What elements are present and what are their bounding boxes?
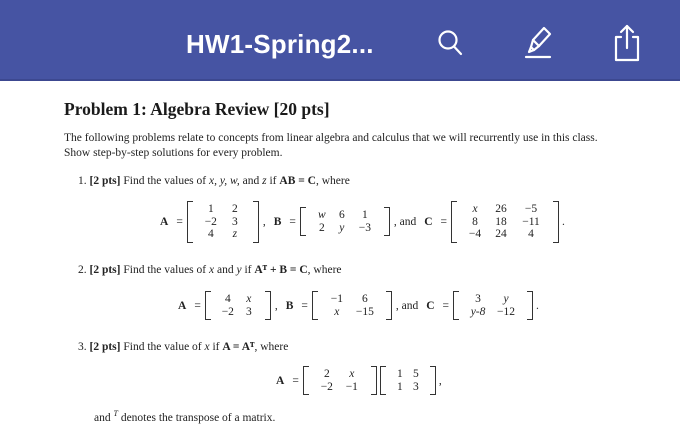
markup-highlighter-icon bbox=[522, 25, 556, 61]
problem-1-statement: 1. [2 pts] Find the values of x, y, w, and z if AB = C, where bbox=[78, 175, 350, 187]
problem-heading: Problem 1: Algebra Review [20 pts] bbox=[64, 99, 330, 119]
matrix-c: x 26 −5 8 18 −11 −4 24 4 bbox=[451, 201, 559, 243]
problem-3-statement: 3. [2 pts] Find the value of x if A = Aᵀ, where bbox=[78, 341, 289, 353]
share-button[interactable] bbox=[607, 22, 647, 64]
problem-2-statement: 2. [2 pts] Find the values of x and y if Aᵀ + B = C, where bbox=[78, 264, 342, 276]
share-icon bbox=[610, 23, 644, 63]
problem-2-matrices: A = 4 x −2 3 , B = −1 6 x −15 , and C = 3 y y-8 −12 . bbox=[178, 291, 539, 320]
search-icon bbox=[437, 28, 465, 58]
matrix-c: 3 y y-8 −12 bbox=[453, 291, 533, 320]
matrix-a: 1 2 −2 3 4 z bbox=[187, 201, 259, 243]
document-title: HW1-Spring2... bbox=[186, 29, 374, 59]
matrix-a: 4 x −2 3 bbox=[205, 291, 271, 320]
matrix-a-left: 2 x −2 −1 bbox=[303, 366, 377, 395]
problem-3-matrices: A = 2 x −2 −1 1 5 1 3 , bbox=[276, 366, 442, 395]
intro-paragraph: The following problems relate to concepts from linear algebra and calculus that we will recurrently use in this class. Show step-by-step solutions for every problem. bbox=[64, 132, 598, 159]
search-button[interactable] bbox=[431, 22, 471, 64]
matrix-b: w 6 1 2 y −3 bbox=[300, 207, 390, 236]
markup-button[interactable] bbox=[519, 22, 559, 64]
matrix-a-right: 1 5 1 3 bbox=[380, 366, 436, 395]
matrix-b: −1 6 x −15 bbox=[312, 291, 392, 320]
top-toolbar bbox=[0, 0, 680, 81]
transpose-note: and $^T$ denotes the transpose of a matrix. bbox=[94, 409, 276, 424]
problem-1-matrices: A = 1 2 −2 3 4 z , B = w 6 1 2 y −3 , and C = x 26 −5 8 18 −11 −4 24 4 . bbox=[160, 201, 565, 243]
